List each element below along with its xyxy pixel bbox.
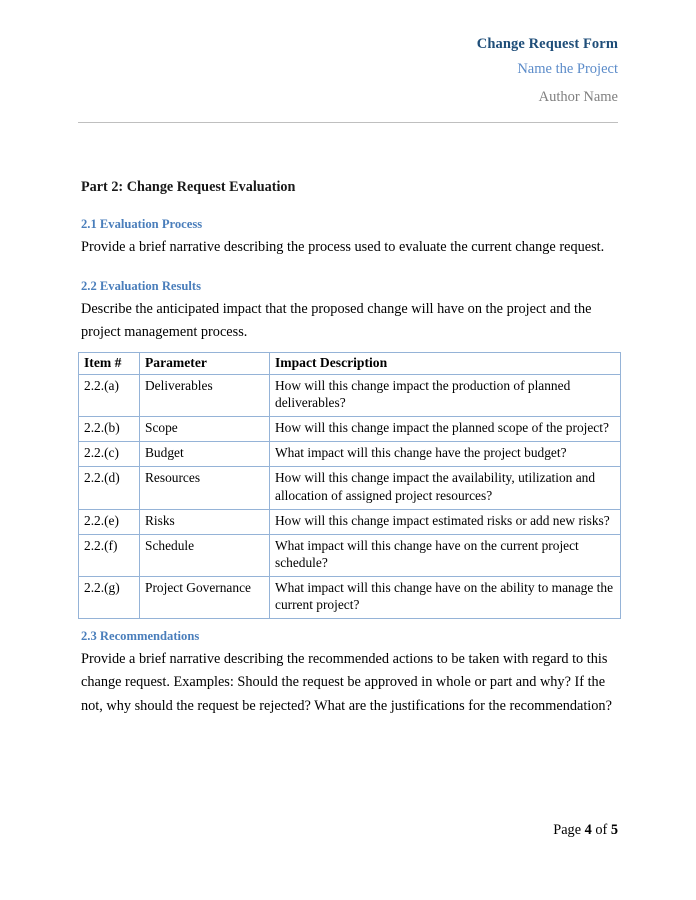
section-2-3 — [81, 628, 620, 718]
header-divider — [78, 122, 618, 123]
section-2-3-paragraph: Provide a brief narrative describing the recommended actions to be taken with regard to this change request. Examples: Should the request be approved in whole or part and why? If the not, why should the request be rejected? What are the justifications for the recommendation? — [81, 651, 612, 714]
footer-current-page: 4 — [584, 822, 592, 838]
document-subtitle: Name the Project — [517, 61, 618, 78]
section-2-2-paragraph: Describe the anticipated impact that the proposed change will have on the project and the project management process. — [81, 300, 592, 341]
cell-parameter: Risks — [140, 509, 270, 534]
evaluation-results-table — [78, 352, 621, 618]
document-author: Author Name — [538, 89, 618, 106]
section-2-1-paragraph: Provide a brief narrative describing the process used to evaluate the current change request. — [81, 239, 605, 256]
table-row — [79, 442, 621, 467]
cell-parameter: Deliverables — [140, 375, 270, 417]
section-2-1-heading: 2.1 Evaluation Process — [81, 217, 203, 232]
document-header — [78, 34, 618, 112]
column-header-impact-description: Impact Description — [270, 353, 621, 375]
cell-item: 2.2.(f) — [79, 534, 140, 576]
table-row — [79, 467, 621, 509]
cell-parameter: Schedule — [140, 534, 270, 576]
table-row — [79, 417, 621, 442]
cell-description: How will this change impact the planned scope of the project? — [270, 417, 621, 442]
cell-item: 2.2.(e) — [79, 509, 140, 534]
cell-item: 2.2.(a) — [79, 375, 140, 417]
column-header-parameter: Parameter — [140, 353, 270, 375]
table-row — [79, 375, 621, 417]
table-row — [79, 576, 621, 618]
cell-parameter: Scope — [140, 417, 270, 442]
footer-page-label: Page — [553, 822, 585, 838]
cell-description: How will this change impact the availability, utilization and allocation of assigned project resources? — [270, 467, 621, 509]
document-footer — [78, 822, 618, 839]
cell-item: 2.2.(c) — [79, 442, 140, 467]
cell-description: What impact will this change have the project budget? — [270, 442, 621, 467]
section-2-2 — [81, 278, 620, 344]
cell-parameter: Project Governance — [140, 576, 270, 618]
cell-description: How will this change impact the production of planned deliverables? — [270, 375, 621, 417]
cell-description: How will this change impact estimated risks or add new risks? — [270, 509, 621, 534]
table-row — [79, 534, 621, 576]
cell-item: 2.2.(d) — [79, 467, 140, 509]
footer-of-label: of — [591, 822, 611, 838]
part-heading: Part 2: Change Request Evaluation — [81, 179, 296, 195]
document-body — [81, 178, 620, 718]
cell-parameter: Budget — [140, 442, 270, 467]
cell-item: 2.2.(b) — [79, 417, 140, 442]
table-header-row — [79, 353, 621, 375]
footer-total-pages: 5 — [610, 822, 618, 838]
section-2-1 — [81, 216, 620, 259]
cell-item: 2.2.(g) — [79, 576, 140, 618]
table-row — [79, 509, 621, 534]
cell-parameter: Resources — [140, 467, 270, 509]
column-header-item: Item # — [79, 353, 140, 375]
cell-description: What impact will this change have on the ability to manage the current project? — [270, 576, 621, 618]
section-2-3-heading: 2.3 Recommendations — [81, 628, 200, 643]
cell-description: What impact will this change have on the current project schedule? — [270, 534, 621, 576]
section-2-2-heading: 2.2 Evaluation Results — [81, 279, 202, 294]
document-title: Change Request Form — [476, 36, 618, 52]
